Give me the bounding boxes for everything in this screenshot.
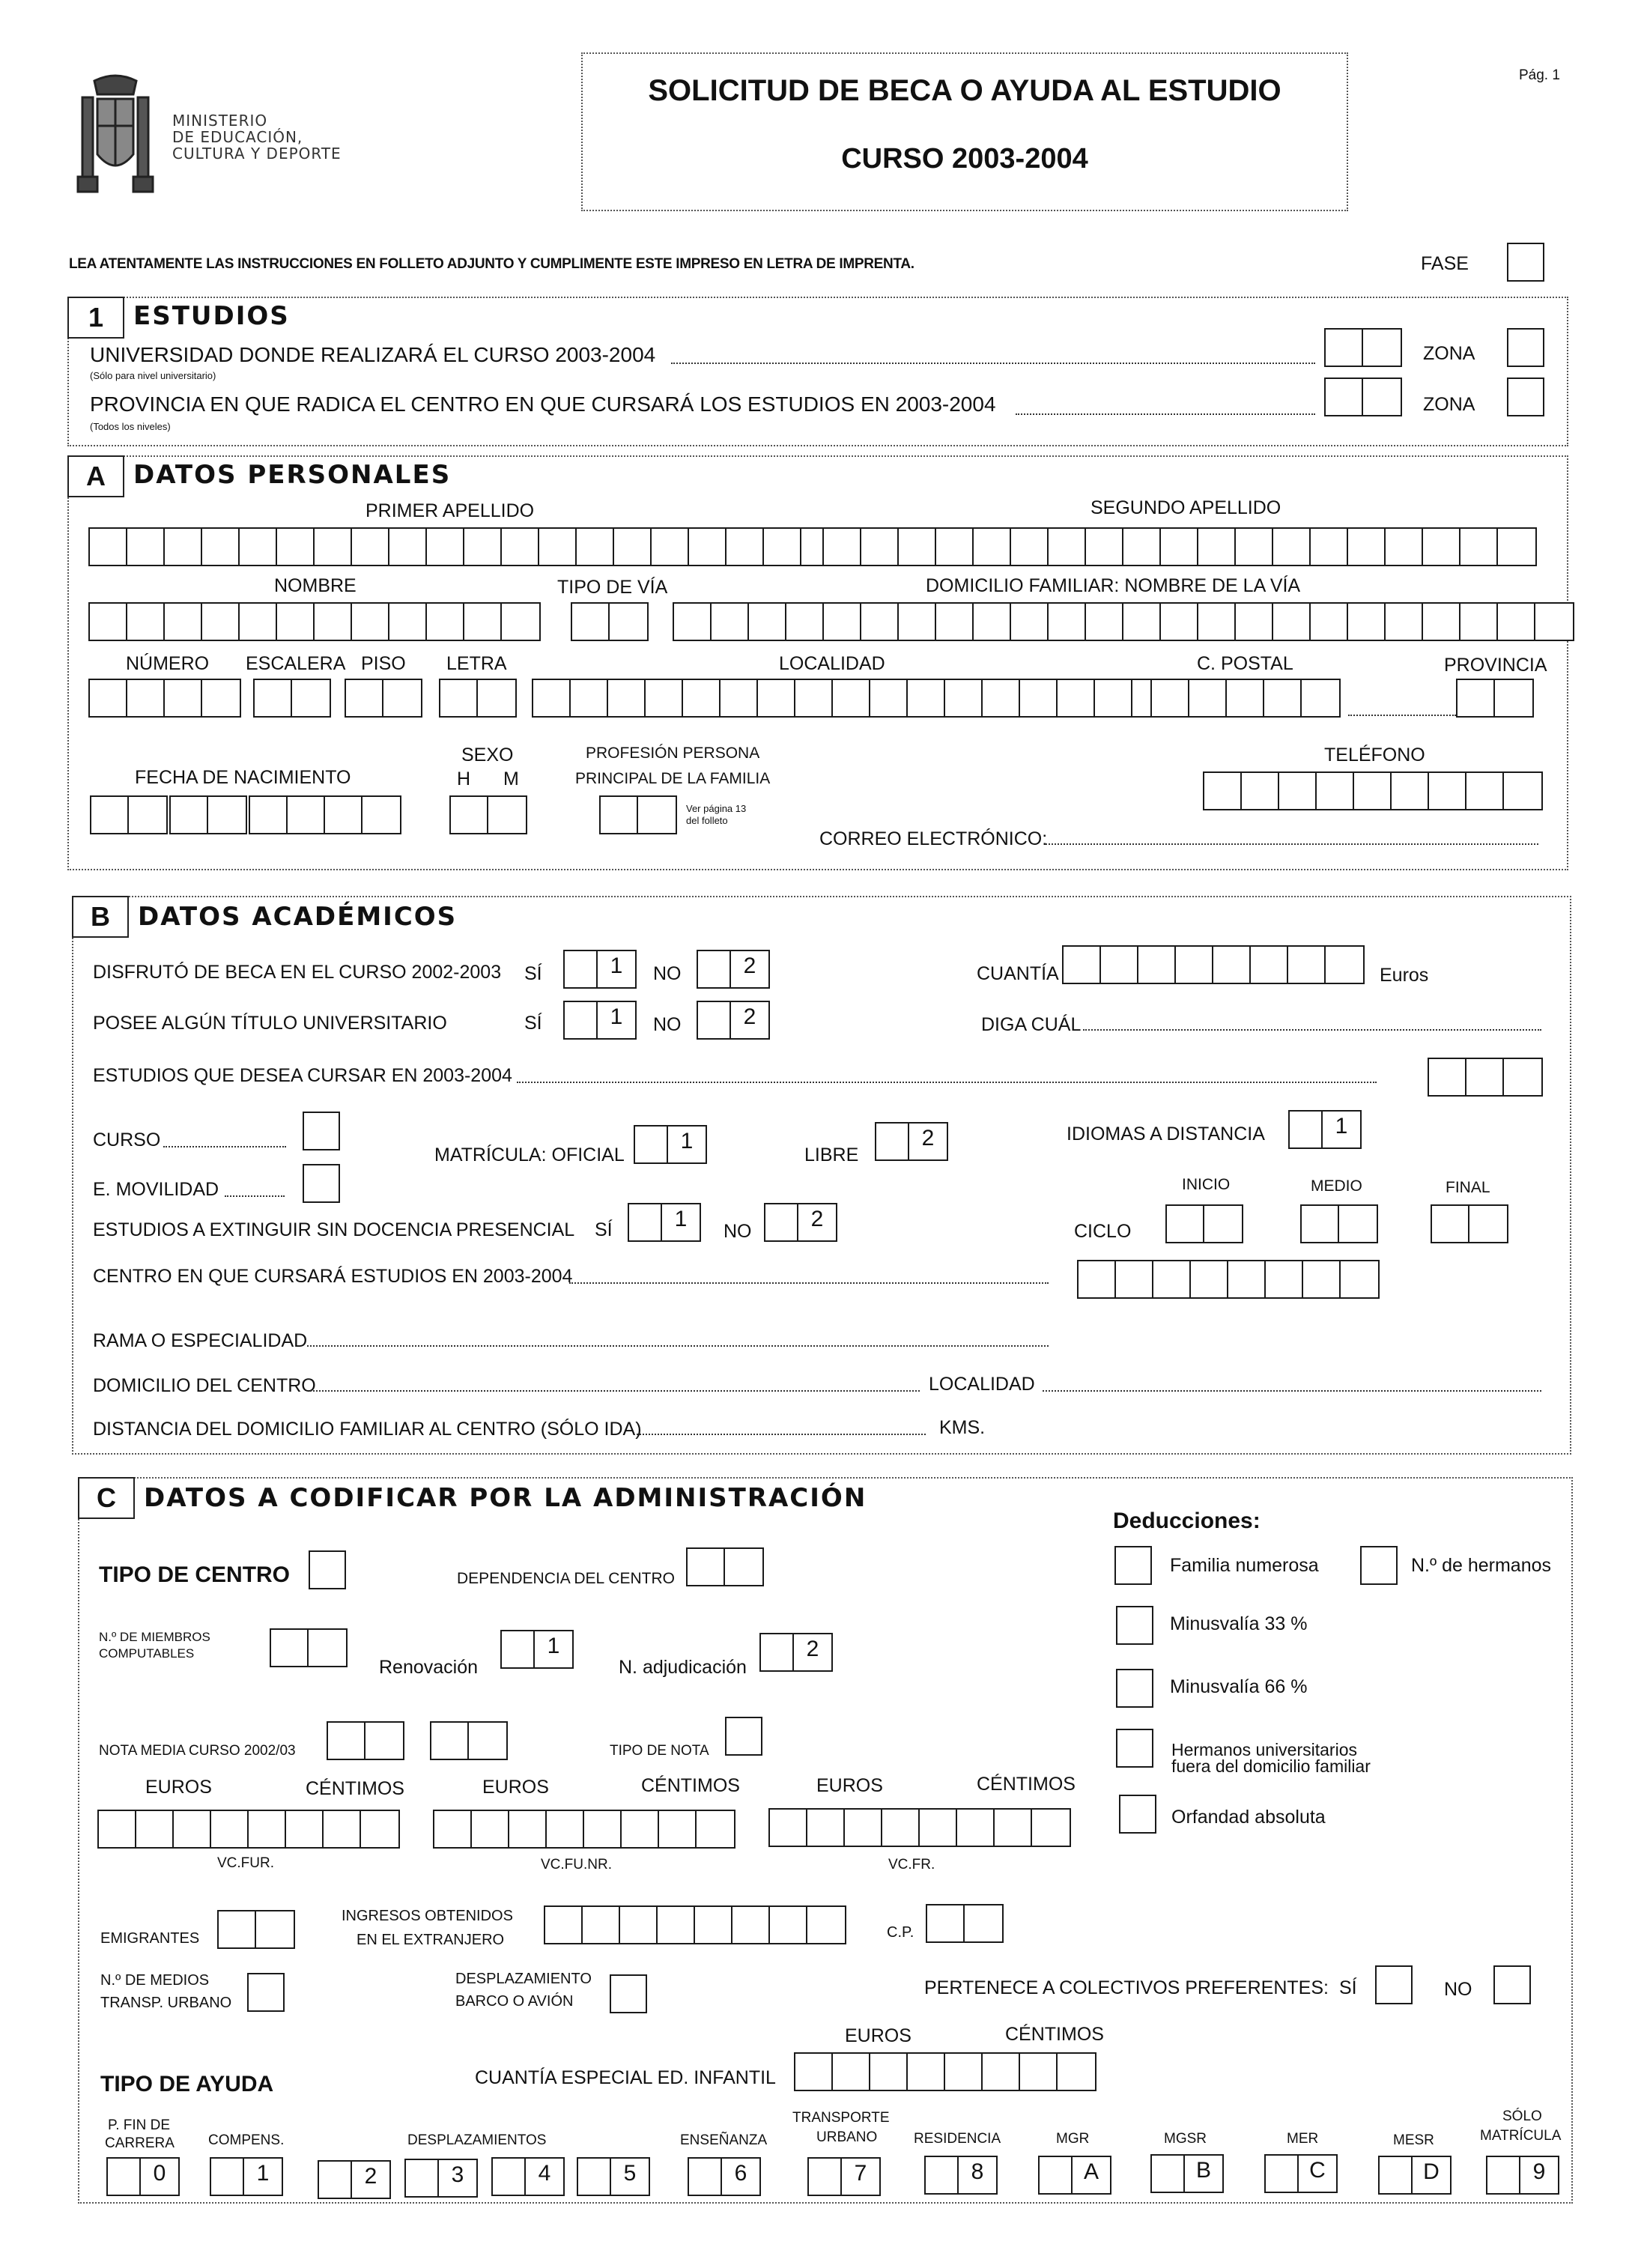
- idiomas-distancia-label: IDIOMAS A DISTANCIA: [1067, 1124, 1265, 1144]
- ciclo-inicio-boxes[interactable]: [1165, 1204, 1243, 1243]
- disfruto-si-label: SÍ: [524, 963, 542, 984]
- curso-box[interactable]: [303, 1112, 340, 1150]
- extinguir-label: ESTUDIOS A EXTINGUIR SIN DOCENCIA PRESENCIAL: [93, 1219, 575, 1240]
- numero-label: NÚMERO: [126, 653, 210, 674]
- domicilio-boxes[interactable]: [673, 602, 1574, 641]
- segundo-apellido-boxes[interactable]: [822, 527, 1537, 566]
- vcfr-boxes[interactable]: [768, 1808, 1071, 1847]
- mesr-label: MESR: [1393, 2132, 1434, 2148]
- colectivos-preferentes-label: PERTENECE A COLECTIVOS PREFERENTES:: [924, 1977, 1329, 1998]
- vcfr-centimos-label: CÉNTIMOS: [977, 1774, 1076, 1795]
- nombre-label: NOMBRE: [274, 575, 357, 596]
- posee-si-box[interactable]: 1: [563, 1001, 637, 1040]
- euros-label: Euros: [1380, 965, 1429, 986]
- ciclo-medio-label: MEDIO: [1311, 1177, 1362, 1195]
- primer-apellido-boxes[interactable]: [88, 527, 840, 566]
- vcfr-label: VC.FR.: [888, 1857, 935, 1873]
- letra-label: LETRA: [446, 653, 507, 674]
- distancia-label: DISTANCIA DEL DOMICILIO FAMILIAR AL CENTRO (SÓLO IDA): [93, 1419, 642, 1440]
- codigo-postal-admin-label: C.P.: [887, 1924, 914, 1941]
- estudios-desea-dots[interactable]: [517, 1082, 1377, 1083]
- piso-boxes[interactable]: [345, 679, 422, 718]
- zona-box-1[interactable]: [1507, 328, 1544, 367]
- minusvalia-33-label: Minusvalía 33 %: [1170, 1613, 1308, 1634]
- disfruto-label: DISFRUTÓ DE BECA EN EL CURSO 2002-2003: [93, 962, 502, 983]
- nota-media-boxes-2[interactable]: [430, 1721, 508, 1760]
- fecha-dia-boxes[interactable]: [90, 795, 168, 834]
- ciclo-final-boxes[interactable]: [1431, 1204, 1508, 1243]
- provincia-label: PROVINCIA: [1444, 655, 1547, 676]
- matricula-oficial-label: MATRÍCULA: OFICIAL: [434, 1144, 625, 1165]
- ingresos-label-1: INGRESOS OBTENIDOS: [342, 1908, 513, 1924]
- profesion-label-1: PROFESIÓN PERSONA: [586, 745, 760, 762]
- vcfur-euros-label: EUROS: [145, 1777, 212, 1798]
- vcfunr-euros-label: EUROS: [482, 1777, 549, 1798]
- n-hermanos-label: N.º de hermanos: [1411, 1555, 1551, 1576]
- domicilio-label: DOMICILIO FAMILIAR: NOMBRE DE LA VÍA: [926, 575, 1301, 596]
- hermanos-universitarios-box[interactable]: [1116, 1729, 1153, 1768]
- colectivos-si-box[interactable]: [1375, 1965, 1413, 2004]
- n-adjudicacion-label: N. adjudicación: [619, 1657, 747, 1678]
- minusvalia-33-box[interactable]: [1116, 1606, 1153, 1645]
- fecha-anio-boxes[interactable]: [249, 795, 401, 834]
- ayuda-code-7[interactable]: 7: [807, 2157, 881, 2196]
- ministry-name: MINISTERIO DE EDUCACIÓN, CULTURA Y DEPORTE: [172, 112, 342, 163]
- colectivos-no-label: NO: [1444, 1979, 1472, 2000]
- section-estudios: [67, 297, 1568, 446]
- movilidad-box[interactable]: [303, 1164, 340, 1203]
- familia-numerosa-box[interactable]: [1114, 1546, 1152, 1585]
- ayuda-code-6[interactable]: 6: [688, 2157, 761, 2196]
- cuantia-label: CUANTÍA: [977, 963, 1059, 984]
- ayuda-code-2[interactable]: 2: [318, 2160, 391, 2199]
- tipo-ayuda-label: TIPO DE AYUDA: [100, 2072, 274, 2096]
- desplazamiento-barco-label-2: BARCO O AVIÓN: [455, 1993, 574, 2010]
- minusvalia-66-box[interactable]: [1116, 1669, 1153, 1708]
- movilidad-dots: [225, 1195, 285, 1197]
- desplazamientos-label: DESPLAZAMIENTOS: [407, 2132, 547, 2148]
- cuantia-especial-boxes[interactable]: [794, 2052, 1096, 2091]
- primer-apellido-label: PRIMER APELLIDO: [365, 500, 535, 521]
- provincia-estudios-label: PROVINCIA EN QUE RADICA EL CENTRO EN QUE CURSARÁ LOS ESTUDIOS EN 2003-2004: [90, 392, 996, 416]
- transporte-urbano-label-2: URBANO: [816, 2129, 878, 2145]
- idiomas-distancia-box[interactable]: 1: [1288, 1110, 1362, 1149]
- domicilio-centro-dots[interactable]: [310, 1390, 920, 1392]
- escalera-label: ESCALERA: [246, 653, 346, 674]
- renovacion-label: Renovación: [379, 1657, 479, 1678]
- ver-pagina-note-2: del folleto: [686, 815, 728, 826]
- hermanos-universitarios-label-1: Hermanos universitarios: [1171, 1740, 1357, 1759]
- localidad-centro-dots[interactable]: [1043, 1390, 1541, 1392]
- tipo-centro-label: TIPO DE CENTRO: [99, 1562, 291, 1587]
- posee-si-label: SÍ: [524, 1013, 542, 1034]
- ciclo-medio-boxes[interactable]: [1300, 1204, 1378, 1243]
- ciclo-final-label: FINAL: [1446, 1179, 1490, 1196]
- provincia-dots: [1348, 715, 1456, 716]
- universidad-label: UNIVERSIDAD DONDE REALIZARÁ EL CURSO 2003-2004: [90, 343, 656, 366]
- profesion-boxes[interactable]: [599, 795, 677, 834]
- localidad-label: LOCALIDAD: [779, 653, 885, 674]
- section-b-title: DATOS ACADÉMICOS: [138, 902, 458, 932]
- ayuda-code-1[interactable]: 1: [210, 2157, 283, 2196]
- page-number: Pág. 1: [1519, 67, 1560, 83]
- course-year: CURSO 2003-2004: [841, 143, 1088, 175]
- fin-carrera-label-1: P. FIN DE: [108, 2117, 171, 2133]
- cuantia-especial-label: CUANTÍA ESPECIAL ED. INFANTIL: [475, 2067, 776, 2088]
- ayuda-code-b[interactable]: B: [1150, 2154, 1224, 2193]
- sexo-label: SEXO: [461, 745, 514, 765]
- estudios-desea-boxes[interactable]: [1428, 1058, 1543, 1097]
- ingresos-label-2: EN EL EXTRANJERO: [357, 1932, 505, 1948]
- miembros-label-2: COMPUTABLES: [99, 1646, 195, 1661]
- section-c-tab: C: [78, 1477, 135, 1519]
- diga-cual-label: DIGA CUÁL: [981, 1014, 1082, 1035]
- solo-matricula-label-2: MATRÍCULA: [1480, 2128, 1562, 2144]
- correo-label: CORREO ELECTRÓNICO:: [819, 828, 1048, 849]
- curso-label: CURSO: [93, 1130, 161, 1150]
- miembros-label-1: N.º DE MIEMBROS: [99, 1630, 210, 1644]
- miembros-boxes[interactable]: [270, 1628, 348, 1667]
- fecha-mes-boxes[interactable]: [169, 795, 247, 834]
- n-hermanos-box[interactable]: [1360, 1546, 1398, 1585]
- extinguir-si-label: SÍ: [595, 1219, 613, 1240]
- hermanos-universitarios-label-2: fuera del domicilio familiar: [1171, 1756, 1371, 1776]
- domicilio-centro-label: DOMICILIO DEL CENTRO: [93, 1375, 316, 1396]
- provincia-boxes[interactable]: [1456, 679, 1534, 718]
- desplazamiento-barco-label-1: DESPLAZAMIENTO: [455, 1971, 592, 1987]
- segundo-apellido-label: SEGUNDO APELLIDO: [1091, 497, 1281, 518]
- section-b-tab: B: [72, 896, 129, 938]
- fase-label: FASE: [1421, 253, 1469, 274]
- especial-euros-label: EUROS: [845, 2025, 911, 2046]
- universidad-code[interactable]: [1324, 328, 1402, 367]
- section-a-title: DATOS PERSONALES: [133, 460, 452, 490]
- cuantia-boxes[interactable]: [1062, 945, 1365, 984]
- section-c-title: DATOS A CODIFICAR POR LA ADMINISTRACIÓN: [144, 1483, 867, 1513]
- vcfur-boxes[interactable]: [97, 1810, 400, 1849]
- tipo-via-boxes[interactable]: [571, 602, 649, 641]
- telefono-label: TELÉFONO: [1324, 745, 1425, 765]
- centro-dots[interactable]: [569, 1282, 1049, 1284]
- libre-label: LIBRE: [804, 1144, 859, 1165]
- universidad-note: (Sólo para nivel universitario): [90, 370, 216, 381]
- mgsr-label: MGSR: [1164, 2131, 1207, 2147]
- transporte-urbano-label-1: TRANSPORTE: [792, 2110, 890, 2126]
- tipo-nota-box[interactable]: [725, 1717, 762, 1756]
- ver-pagina-note-1: Ver página 13: [686, 803, 747, 814]
- universidad-dots: [671, 363, 1315, 364]
- n-adjudicacion-box[interactable]: 2: [759, 1633, 833, 1672]
- orfandad-box[interactable]: [1119, 1795, 1156, 1834]
- localidad-boxes[interactable]: [532, 679, 1209, 718]
- disfruto-si-box[interactable]: 1: [563, 950, 637, 989]
- colectivos-no-box[interactable]: [1493, 1965, 1531, 2004]
- sexo-boxes[interactable]: [449, 795, 527, 834]
- coat-of-arms-logo: [72, 72, 159, 204]
- section-a-tab: A: [67, 455, 124, 497]
- fecha-nacimiento-label: FECHA DE NACIMIENTO: [135, 767, 351, 788]
- escalera-boxes[interactable]: [253, 679, 331, 718]
- vcfunr-boxes[interactable]: [433, 1810, 735, 1849]
- tipo-centro-box[interactable]: [309, 1550, 346, 1589]
- numero-boxes[interactable]: [88, 679, 241, 718]
- medios-transporte-label-1: N.º DE MEDIOS: [100, 1972, 210, 1989]
- tipo-via-label: TIPO DE VÍA: [557, 577, 668, 598]
- compens-label: COMPENS.: [208, 2132, 285, 2148]
- zona-label-2: ZONA: [1423, 394, 1475, 415]
- disfruto-no-box[interactable]: 2: [697, 950, 770, 989]
- matricula-oficial-box[interactable]: 1: [634, 1125, 707, 1164]
- ingresos-boxes[interactable]: [544, 1905, 846, 1944]
- mgr-label: MGR: [1056, 2131, 1090, 2147]
- rama-label: RAMA O ESPECIALIDAD: [93, 1330, 308, 1351]
- centro-label: CENTRO EN QUE CURSARÁ ESTUDIOS EN 2003-2004: [93, 1266, 573, 1287]
- deducciones-label: Deducciones:: [1113, 1509, 1261, 1533]
- localidad-centro-label: LOCALIDAD: [929, 1374, 1035, 1395]
- vcfr-euros-label: EUROS: [816, 1775, 883, 1796]
- orfandad-label: Orfandad absoluta: [1171, 1807, 1326, 1828]
- distancia-dots[interactable]: [637, 1434, 926, 1435]
- telefono-boxes[interactable]: [1203, 771, 1543, 810]
- colectivos-si-label: SÍ: [1339, 1977, 1357, 1998]
- fase-box[interactable]: [1507, 243, 1544, 282]
- estudios-desea-label: ESTUDIOS QUE DESEA CURSAR EN 2003-2004: [93, 1065, 512, 1086]
- ayuda-code-0[interactable]: 0: [106, 2157, 180, 2196]
- piso-label: PISO: [361, 653, 406, 674]
- rama-dots[interactable]: [307, 1345, 1049, 1347]
- movilidad-label: E. MOVILIDAD: [93, 1179, 219, 1200]
- nota-media-label: NOTA MEDIA CURSO 2002/03: [99, 1743, 296, 1759]
- ciclo-inicio-label: INICIO: [1182, 1176, 1231, 1193]
- ayuda-code-a[interactable]: A: [1038, 2156, 1111, 2195]
- nota-media-boxes-1[interactable]: [327, 1721, 404, 1760]
- provincia-estudios-code[interactable]: [1324, 378, 1402, 416]
- kms-label: KMS.: [939, 1417, 986, 1438]
- vcfur-centimos-label: CÉNTIMOS: [306, 1778, 404, 1799]
- codigo-postal-boxes[interactable]: [1150, 679, 1341, 718]
- especial-centimos-label: CÉNTIMOS: [1005, 2024, 1104, 2045]
- ayuda-code-5[interactable]: 5: [577, 2157, 650, 2196]
- provincia-estudios-dots: [1016, 413, 1315, 415]
- correo-dots[interactable]: [1046, 843, 1538, 845]
- profesion-label-2: PRINCIPAL DE LA FAMILIA: [575, 770, 771, 787]
- codigo-postal-admin-boxes[interactable]: [926, 1904, 1004, 1943]
- letra-boxes[interactable]: [439, 679, 517, 718]
- ayuda-code-9[interactable]: 9: [1486, 2156, 1559, 2195]
- extinguir-no-label: NO: [724, 1221, 752, 1242]
- ayuda-code-c[interactable]: C: [1264, 2154, 1338, 2193]
- medios-transporte-box[interactable]: [247, 1973, 285, 2012]
- codigo-postal-label: C. POSTAL: [1197, 653, 1293, 674]
- emigrantes-boxes[interactable]: [217, 1910, 295, 1949]
- curso-dots: [163, 1146, 286, 1147]
- section-1-tab: 1: [67, 297, 124, 339]
- centro-boxes[interactable]: [1077, 1260, 1380, 1299]
- familia-numerosa-label: Familia numerosa: [1170, 1555, 1319, 1576]
- residencia-label: RESIDENCIA: [914, 2131, 1001, 2147]
- ayuda-code-d[interactable]: D: [1378, 2156, 1452, 2195]
- fin-carrera-label-2: CARRERA: [105, 2135, 175, 2151]
- ayuda-code-8[interactable]: 8: [924, 2156, 998, 2195]
- posee-no-box[interactable]: 2: [697, 1001, 770, 1040]
- dependencia-label: DEPENDENCIA DEL CENTRO: [457, 1570, 675, 1587]
- extinguir-no-box[interactable]: 2: [764, 1203, 837, 1242]
- tipo-nota-label: TIPO DE NOTA: [610, 1743, 709, 1759]
- form-title: SOLICITUD DE BECA O AYUDA AL ESTUDIO: [648, 74, 1281, 107]
- libre-box[interactable]: 2: [875, 1122, 948, 1161]
- extinguir-si-box[interactable]: 1: [628, 1203, 701, 1242]
- sexo-m-label: M: [503, 768, 519, 789]
- mer-label: MER: [1287, 2131, 1319, 2147]
- desplazamiento-barco-box[interactable]: [610, 1974, 647, 2013]
- minusvalia-66-label: Minusvalía 66 %: [1170, 1676, 1308, 1697]
- renovacion-box[interactable]: 1: [500, 1630, 574, 1669]
- sexo-h-label: H: [457, 768, 471, 789]
- posee-no-label: NO: [653, 1014, 682, 1035]
- ayuda-code-4[interactable]: 4: [491, 2157, 565, 2196]
- disfruto-no-label: NO: [653, 963, 682, 984]
- nombre-boxes[interactable]: [88, 602, 541, 641]
- section-1-title: ESTUDIOS: [133, 301, 290, 331]
- dependencia-boxes[interactable]: [686, 1547, 764, 1586]
- diga-cual-dots[interactable]: [1083, 1029, 1541, 1031]
- vcfunr-label: VC.FU.NR.: [541, 1857, 612, 1873]
- emigrantes-label: EMIGRANTES: [100, 1930, 200, 1947]
- ciclo-label: CICLO: [1074, 1221, 1132, 1242]
- instructions: LEA ATENTAMENTE LAS INSTRUCCIONES EN FOLLETO ADJUNTO Y CUMPLIMENTE ESTE IMPRESO EN LETRA DE IMPRENTA.: [69, 256, 914, 272]
- medios-transporte-label-2: TRANSP. URBANO: [100, 1995, 232, 2011]
- provincia-estudios-note: (Todos los niveles): [90, 421, 171, 432]
- vcfunr-centimos-label: CÉNTIMOS: [641, 1775, 740, 1796]
- vcfur-label: VC.FUR.: [217, 1855, 274, 1871]
- ensenanza-label: ENSEÑANZA: [680, 2132, 768, 2148]
- ayuda-code-3[interactable]: 3: [404, 2159, 478, 2198]
- posee-label: POSEE ALGÚN TÍTULO UNIVERSITARIO: [93, 1013, 447, 1034]
- solo-matricula-label-1: SÓLO: [1502, 2108, 1542, 2124]
- zona-box-2[interactable]: [1507, 378, 1544, 416]
- zona-label-1: ZONA: [1423, 343, 1475, 364]
